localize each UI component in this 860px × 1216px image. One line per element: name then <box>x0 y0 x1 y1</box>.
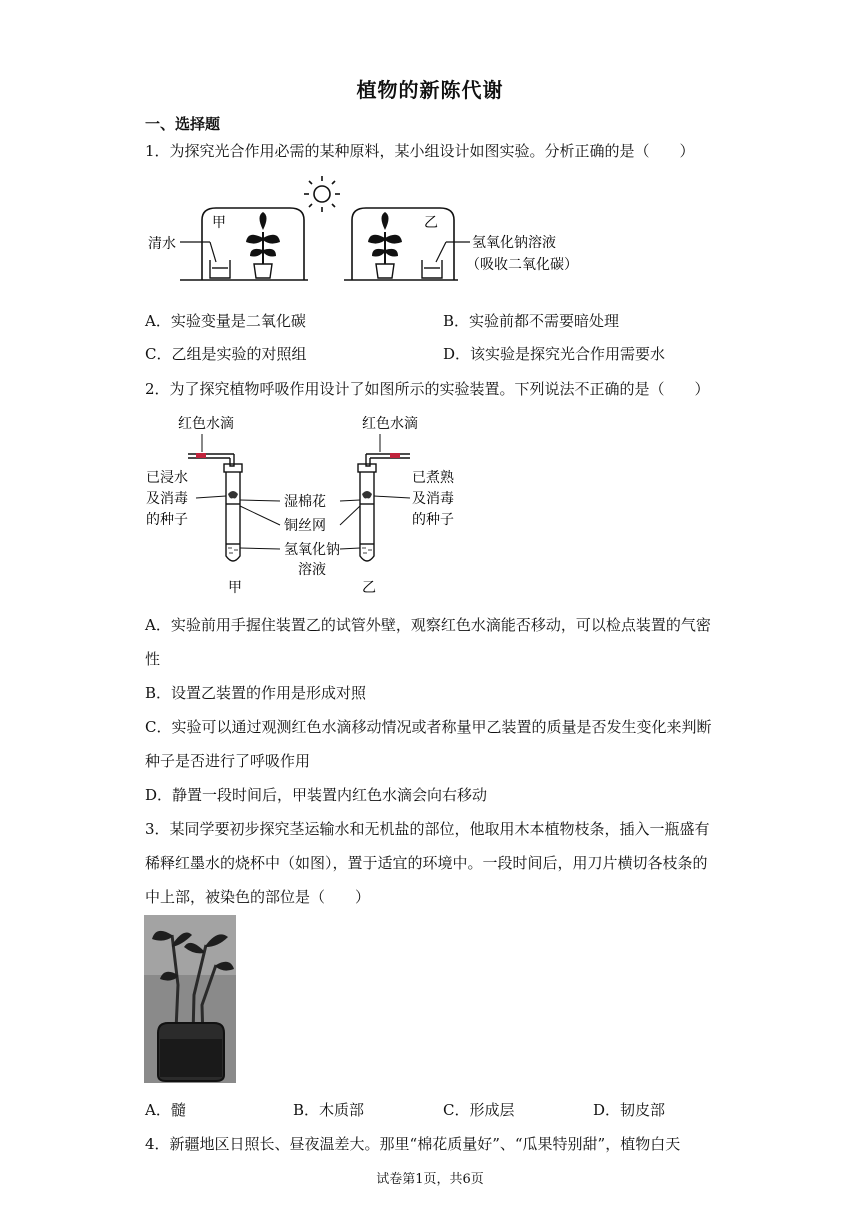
label-red-drop-right: 红色水滴 <box>362 416 418 432</box>
q2-option-c-line1[interactable]: C．实验可以通过观测红色水滴移动情况或者称量甲乙装置的质量是否发生变化来判断 <box>145 718 712 736</box>
beaker-water <box>210 260 230 278</box>
label-left-seed-3: 的种子 <box>146 512 188 528</box>
seeds-jia <box>228 491 238 499</box>
q1-figure <box>140 172 620 292</box>
q2-figure <box>144 408 474 598</box>
branch-in-red-ink-photo <box>144 915 236 1083</box>
page-title: 植物的新陈代谢 <box>356 78 504 102</box>
q2-stem: 2．为了探究植物呼吸作用设计了如图所示的实验装置。下列说法不正确的是（ ） <box>145 380 710 398</box>
q1-option-d[interactable]: D．该实验是探究光合作用需要水 <box>443 345 666 363</box>
q1-option-c[interactable]: C．乙组是实验的对照组 <box>145 345 307 363</box>
tube-yi <box>358 454 410 561</box>
q3-option-b[interactable]: B．木质部 <box>293 1101 365 1119</box>
q3-stem-line3: 中上部，被染色的部位是（ ） <box>145 888 371 906</box>
plant-yi-icon <box>368 212 402 278</box>
q2-option-a-line2[interactable]: 性 <box>145 650 161 668</box>
label-tube-yi: 乙 <box>362 580 376 596</box>
red-drop-right <box>390 453 400 458</box>
label-left-seed-2: 及消毒 <box>146 491 188 507</box>
label-jia: 甲 <box>212 215 226 231</box>
label-mesh: 铜丝网 <box>284 518 326 534</box>
q2-option-b[interactable]: B．设置乙装置的作用是形成对照 <box>145 684 367 702</box>
q1-option-b[interactable]: B．实验前都不需要暗处理 <box>443 312 620 330</box>
label-tube-jia: 甲 <box>228 580 242 596</box>
page-footer: 试卷第1页，共6页 <box>376 1172 484 1187</box>
q2-option-d[interactable]: D．静置一段时间后，甲装置内红色水滴会向右移动 <box>145 786 488 804</box>
q3-option-d[interactable]: D．韧皮部 <box>593 1101 666 1119</box>
q3-option-a[interactable]: A．髓 <box>145 1101 186 1119</box>
label-yi: 乙 <box>424 215 438 231</box>
label-cotton: 湿棉花 <box>284 494 326 510</box>
q3-stem-line1: 3．某同学要初步探究茎运输水和无机盐的部位，他取用木本植物枝条，插入一瓶盛有 <box>145 820 710 838</box>
seeds-yi <box>362 491 372 499</box>
sun-icon <box>304 176 340 212</box>
label-right-seed-1: 已煮熟 <box>412 470 454 486</box>
label-water: 清水 <box>148 236 176 252</box>
q2-option-a-line1[interactable]: A．实验前用手握住装置乙的试管外壁，观察红色水滴能否移动，可以检点装置的气密 <box>145 616 711 634</box>
plant-jia-icon <box>246 212 280 278</box>
q1-stem: 1．为探究光合作用必需的某种原料，某小组设计如图实验。分析正确的是（ ） <box>145 142 695 160</box>
label-right-seed-3: 的种子 <box>412 512 454 528</box>
label-naoh-note: （吸收二氧化碳） <box>466 257 578 273</box>
label-right-seed-2: 及消毒 <box>412 491 454 507</box>
label-naoh-1: 氢氧化钠 <box>284 542 340 558</box>
section-heading: 一、选择题 <box>145 115 221 133</box>
label-naoh-2: 溶液 <box>298 562 326 578</box>
q1-option-a[interactable]: A．实验变量是二氧化碳 <box>145 312 306 330</box>
q4-stem-line1: 4．新疆地区日照长、昼夜温差大。那里“棉花质量好”、“瓜果特别甜”，植物白天 <box>145 1135 681 1153</box>
label-red-drop-left: 红色水滴 <box>178 416 234 432</box>
bell-jar-jia <box>180 208 308 280</box>
q2-option-c-line2[interactable]: 种子是否进行了呼吸作用 <box>145 752 311 770</box>
label-left-seed-1: 已浸水 <box>146 470 188 486</box>
tube-jia <box>188 454 242 561</box>
red-drop-left <box>196 453 206 458</box>
beaker-naoh <box>422 260 442 278</box>
label-naoh: 氢氧化钠溶液 <box>472 235 556 251</box>
bell-jar-yi <box>344 208 458 280</box>
q3-stem-line2: 稀释红墨水的烧杯中（如图），置于适宜的环境中。一段时间后，用刀片横切各枝条的 <box>145 854 708 872</box>
q3-option-c[interactable]: C．形成层 <box>443 1101 515 1119</box>
